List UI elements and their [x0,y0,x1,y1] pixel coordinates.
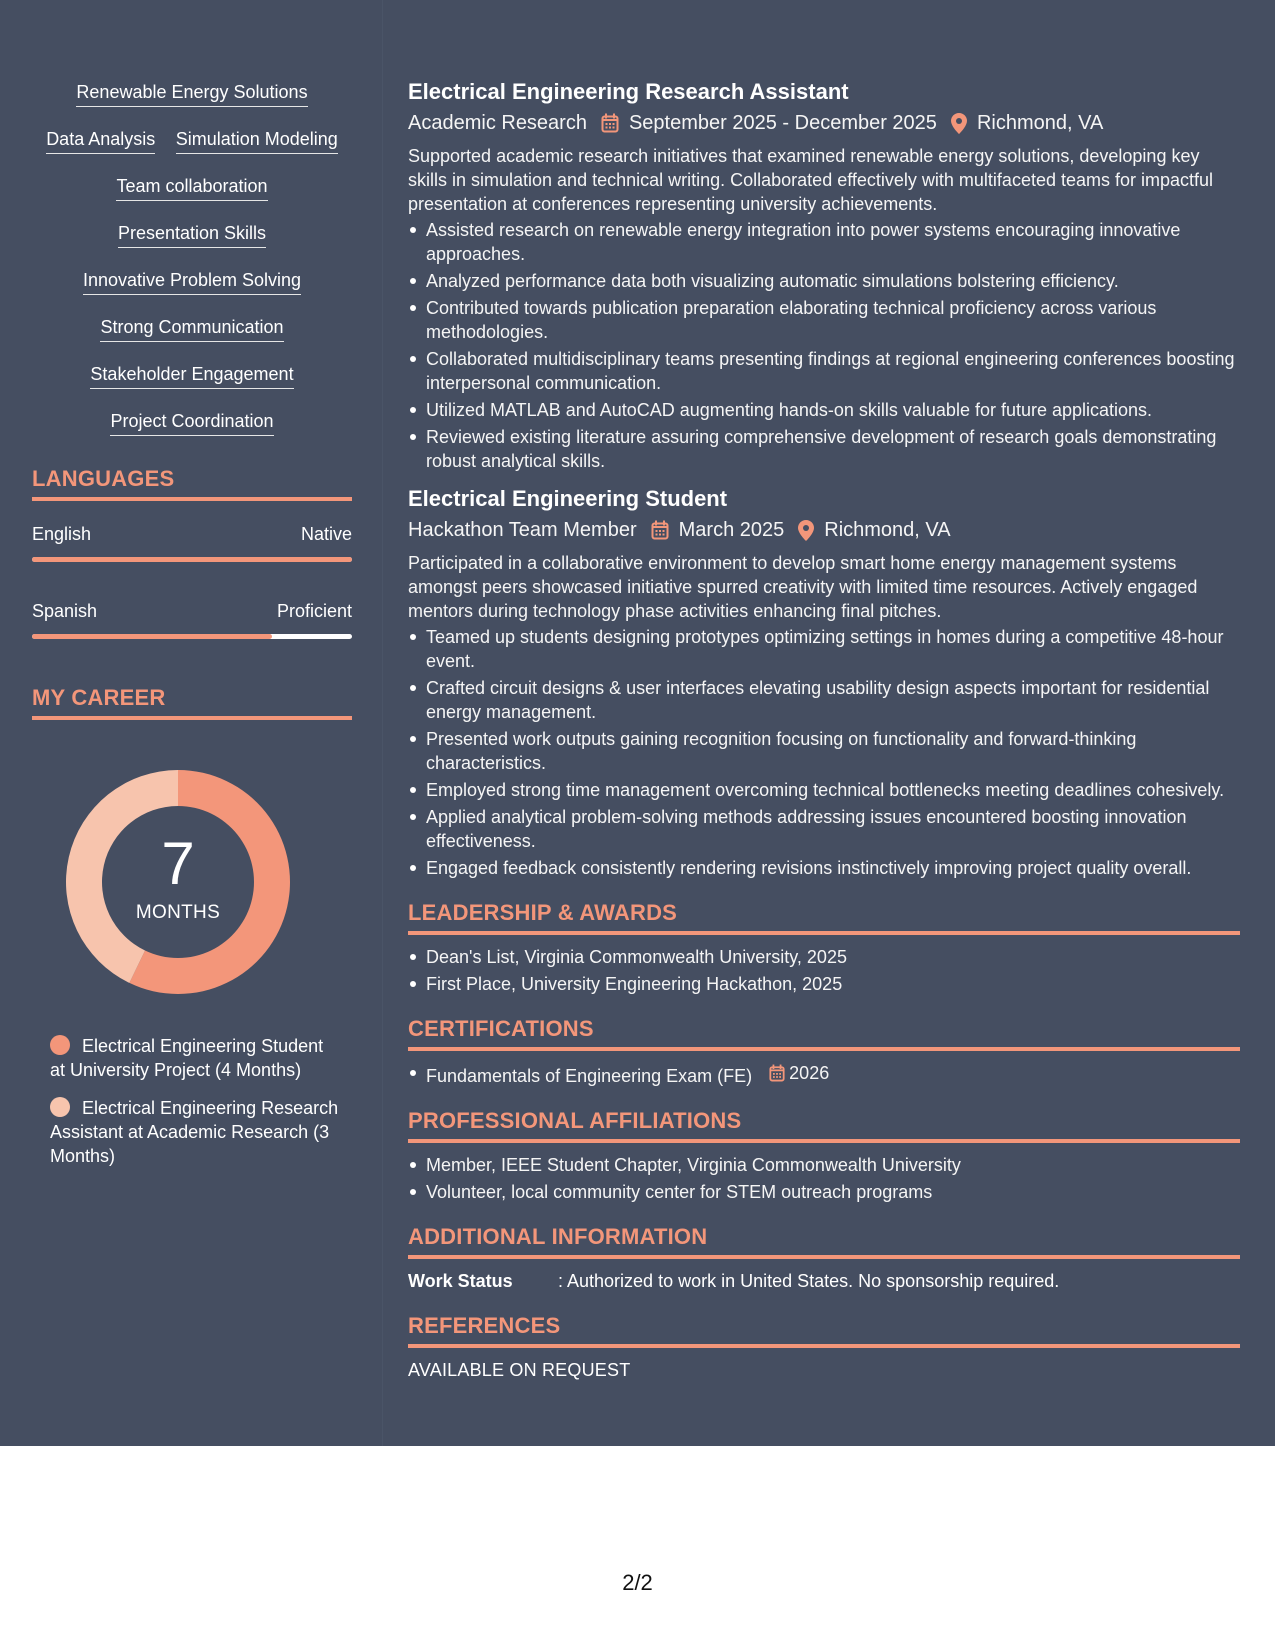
languages-section [32,466,352,639]
skills-list [32,80,352,436]
legend-dot [50,1097,70,1117]
leadership-heading: LEADERSHIP & AWARDS [408,900,1240,935]
language-proficiency-fill [32,634,272,639]
job-bullets [408,218,1240,473]
list-item: Reviewed existing literature assuring comprehensive development of research goals demonstrating robust analytical skills. [408,425,1240,473]
job-dates: March 2025 [678,519,785,541]
list-item: Presented work outputs gaining recognition focusing on functionality and forward-thinking characteristics. [408,727,1240,775]
skill-row [32,409,352,436]
company-name: Academic Research [408,112,587,134]
career-heading: MY CAREER [32,685,352,720]
skill-tag: Renewable Energy Solutions [76,80,307,107]
language-name: Spanish [32,601,98,621]
additional-info-section [408,1224,1240,1293]
career-legend [50,1034,340,1168]
job-bullets [408,625,1240,880]
legend-item [50,1096,340,1168]
list-item: Employed strong time management overcoming technical bottlenecks meeting deadlines cohesively. [408,778,1240,802]
skill-row [32,127,352,154]
list-item: Analyzed performance data both visualizing automatic simulations bolstering efficiency. [408,269,1240,293]
skill-row [32,362,352,389]
list-item: Crafted circuit designs & user interfaces elevating usability design aspects important for residential energy management. [408,676,1240,724]
skill-row [32,221,352,248]
career-section [32,685,352,1168]
job-meta [408,109,1240,137]
certification-name: Fundamentals of Engineering Exam (FE) [426,1066,753,1086]
language-proficiency-fill [32,557,352,562]
list-item: Engaged feedback consistently rendering revisions instinctively improving project quality overall. [408,856,1240,880]
location-pin-icon [798,520,814,541]
skill-tag: Data Analysis [46,127,155,154]
list-item: Teamed up students designing prototypes optimizing settings in homes during a competitive 48-hour event. [408,625,1240,673]
experience-entry [408,485,1240,880]
calendar-icon [769,1064,785,1082]
skill-tag: Innovative Problem Solving [83,268,301,295]
list-item: Assisted research on renewable energy integration into power systems encouraging innovative approaches. [408,218,1240,266]
career-total-value: 7 [161,830,195,897]
language-english [32,523,352,562]
skill-row [32,268,352,295]
language-proficiency-bar [32,557,352,562]
skill-row [32,80,352,107]
main-column [408,78,1240,1382]
job-meta [408,516,1240,544]
affiliations-section [408,1108,1240,1204]
location-pin-icon [951,113,967,134]
legend-dot [50,1035,70,1055]
work-status-label: Work Status [408,1271,513,1291]
job-title: Electrical Engineering Student [408,486,728,511]
career-donut-chart [58,762,298,1002]
career-total-unit: MONTHS [135,902,221,923]
references-heading: REFERENCES [408,1313,1240,1348]
sidebar [32,80,352,1182]
job-location: Richmond, VA [824,519,951,541]
legend-label: Electrical Engineering Research Assistant at Academic Research (3 Months) [50,1098,339,1166]
language-proficiency-bar [32,634,352,639]
job-location: Richmond, VA [976,112,1104,134]
experience-entry [408,78,1240,473]
calendar-icon [601,113,619,133]
list-item: Member, IEEE Student Chapter, Virginia Commonwealth University [408,1153,1240,1177]
language-spanish [32,600,352,639]
job-summary: Supported academic research initiatives that examined renewable energy solutions, developing key skills in simulation and technical writing. Collaborated effectively with multifaceted teams for impactful presentation at conferences representing university achievements. [408,146,1214,214]
leadership-section [408,900,1240,996]
skill-tag: Presentation Skills [118,221,266,248]
certifications-section [408,1016,1240,1088]
skill-row [32,174,352,201]
list-item [408,1061,1240,1088]
language-level: Native [300,524,352,544]
references-text: AVAILABLE ON REQUEST [408,1360,631,1380]
legend-label: Electrical Engineering Student at University Project (4 Months) [50,1036,324,1080]
list-item: Applied analytical problem-solving methods addressing issues encountered boosting innovation effectiveness. [408,805,1240,853]
company-name: Hackathon Team Member [408,519,637,541]
list-item: Dean's List, Virginia Commonwealth University, 2025 [408,945,1240,969]
language-level: Proficient [276,601,352,621]
job-title: Electrical Engineering Research Assistant [408,79,849,104]
list-item: Contributed towards publication preparation elaborating technical proficiency across various methodologies. [408,296,1240,344]
work-status-value: : Authorized to work in United States. No sponsorship required. [558,1271,1060,1291]
calendar-icon [651,520,669,540]
skill-tag: Simulation Modeling [176,127,338,154]
skill-tag: Stakeholder Engagement [90,362,293,389]
skill-tag: Team collaboration [116,174,267,201]
skill-tag: Strong Communication [100,315,283,342]
certifications-heading: CERTIFICATIONS [408,1016,1240,1051]
page-number: 2/2 [622,1570,653,1595]
skill-tag: Project Coordination [110,409,273,436]
skill-row [32,315,352,342]
legend-item [50,1034,340,1082]
affiliations-heading: PROFESSIONAL AFFILIATIONS [408,1108,1240,1143]
references-section [408,1313,1240,1382]
job-dates: September 2025 - December 2025 [628,112,937,134]
additional-info-heading: ADDITIONAL INFORMATION [408,1224,1240,1259]
languages-heading: LANGUAGES [32,466,352,501]
list-item: Volunteer, local community center for STEM outreach programs [408,1180,1240,1204]
column-divider [382,0,383,1446]
job-summary: Participated in a collaborative environment to develop smart home energy management systems amongst peers showcased initiative spurred creativity with limited time resources. Actively engaged mentors during technology phase activities enhancing final pitches. [408,553,1198,621]
list-item: Utilized MATLAB and AutoCAD augmenting hands-on skills valuable for future applications. [408,398,1240,422]
certification-date: 2026 [789,1063,830,1083]
list-item: Collaborated multidisciplinary teams presenting findings at regional engineering conferences boosting interpersonal communication. [408,347,1240,395]
language-name: English [32,524,92,544]
list-item: First Place, University Engineering Hackathon, 2025 [408,972,1240,996]
